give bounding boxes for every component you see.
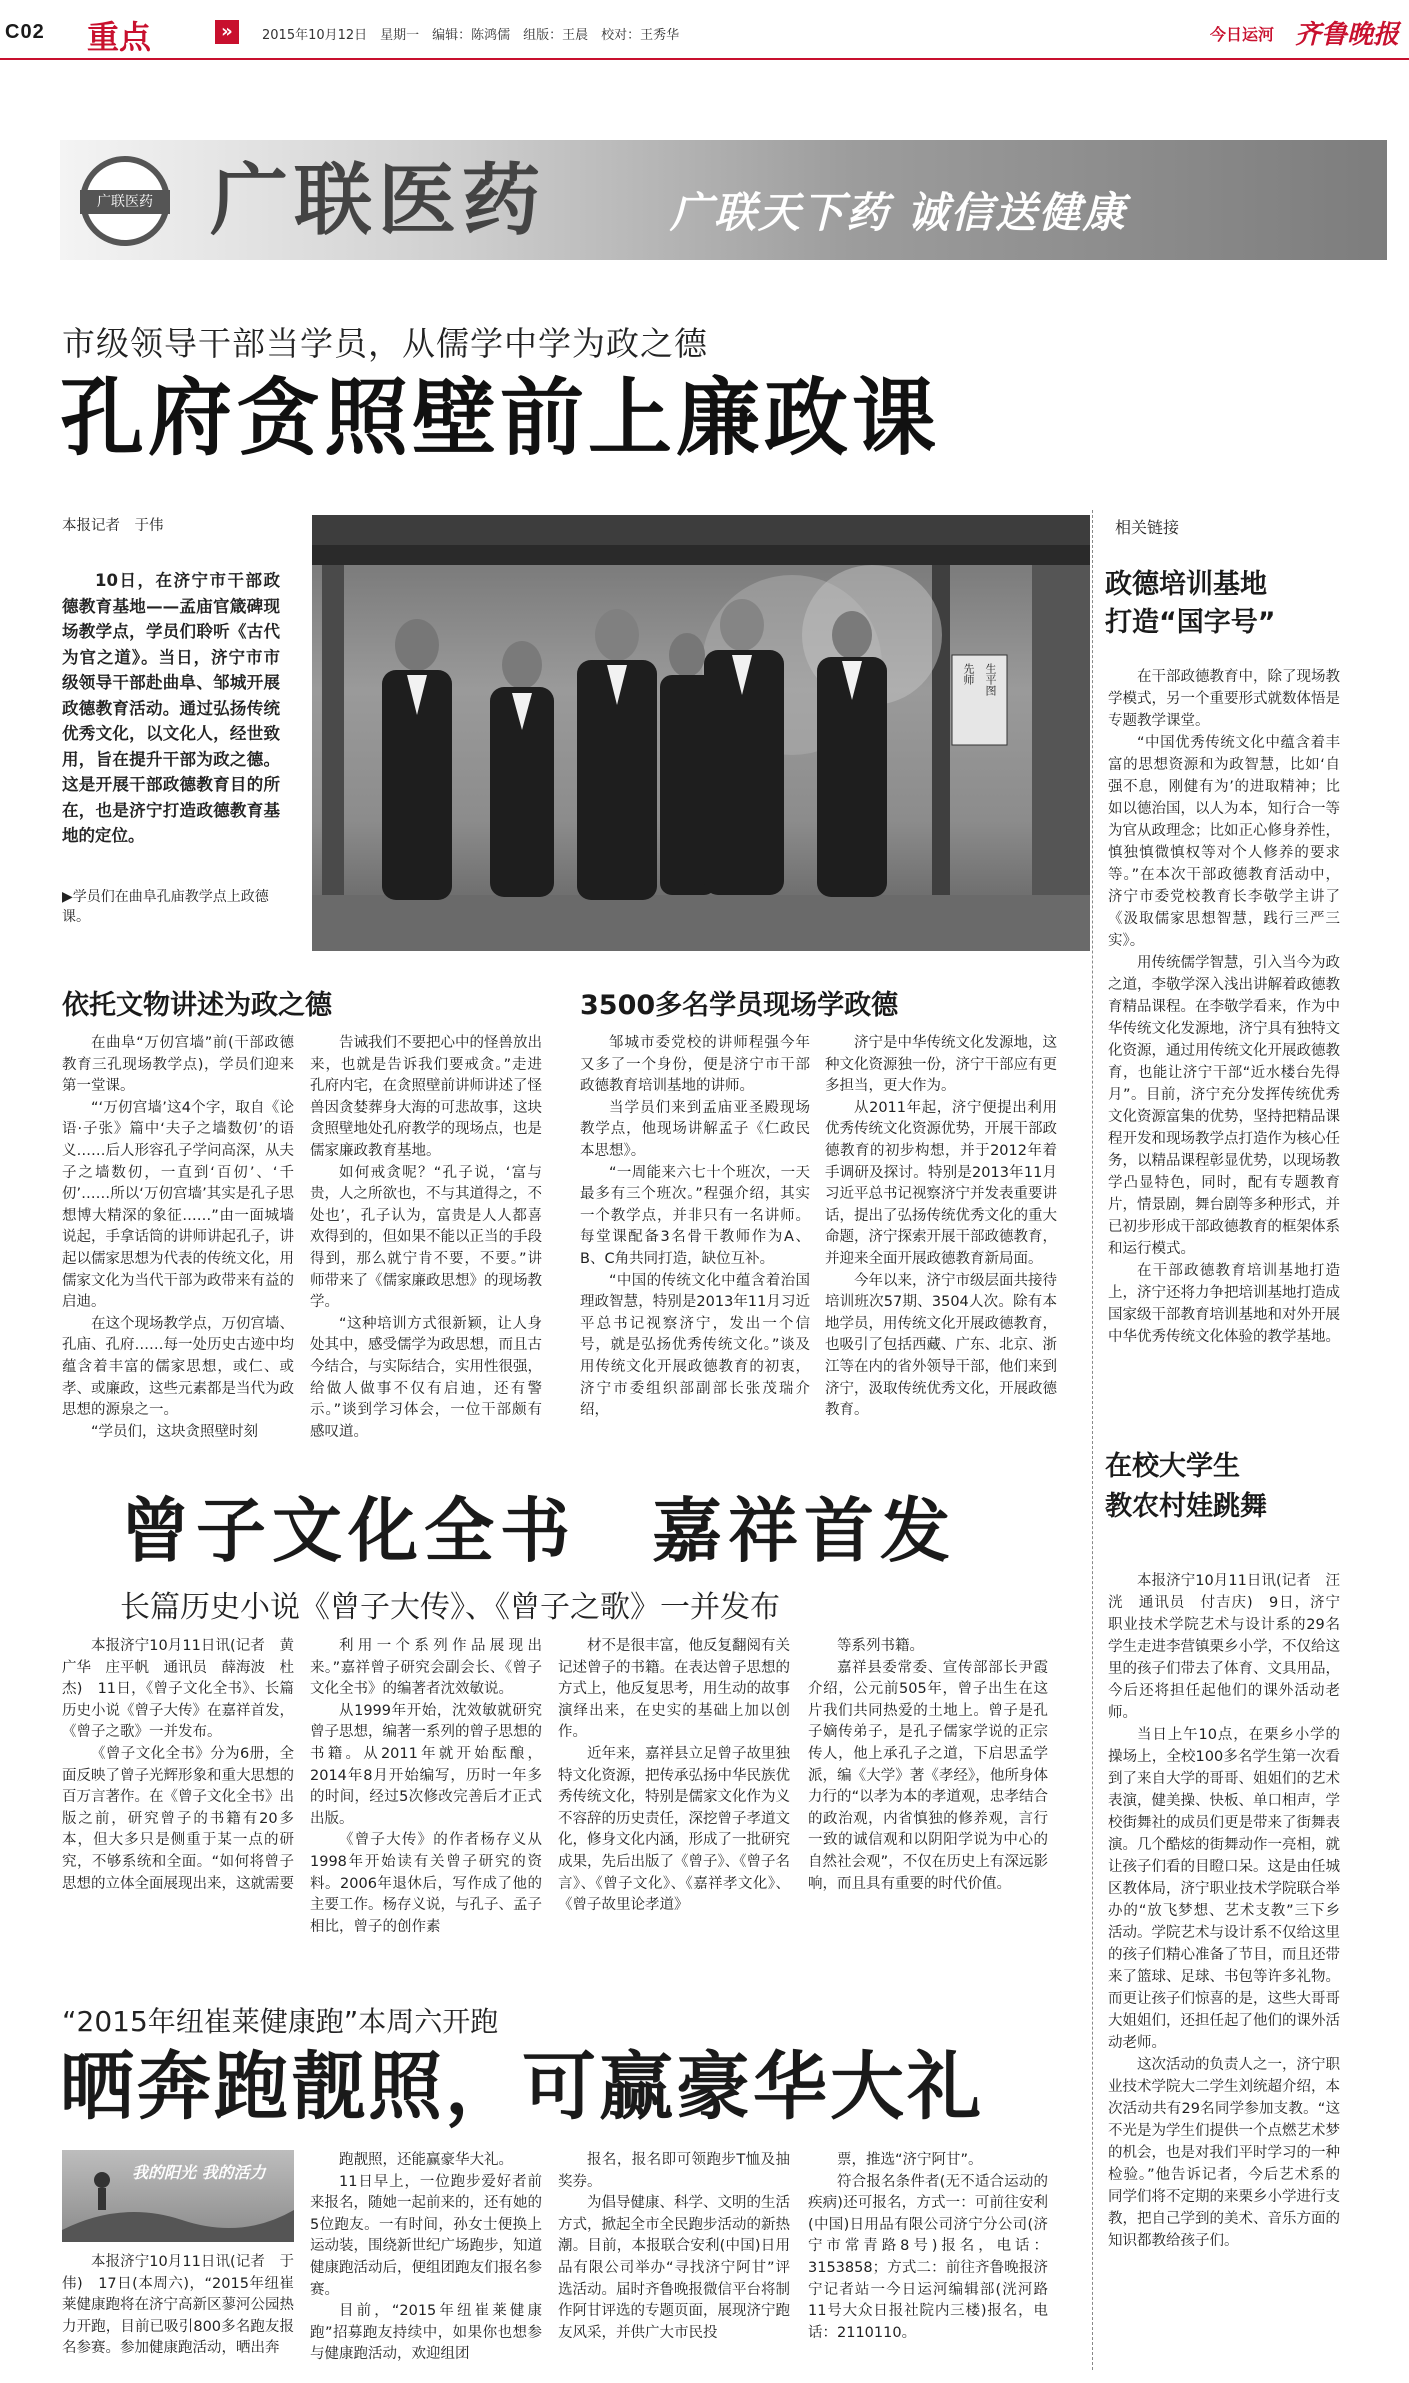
section-title: 重点 (87, 18, 152, 56)
sidebar-headline-1: 政德培训基地 打造“国字号” (1105, 569, 1276, 638)
main-headline: 孔府贪照壁前上廉政课 (60, 369, 941, 467)
photo-caption: ▶学员们在曲阜孔庙教学点上政德课。 (62, 889, 269, 925)
col-d: 济宁是中华传统文化发源地，这种文化资源独一份，济宁干部应有更多担当，更大作为。 从2011年起，济宁便提出利用优秀传统文化资源优势，开展干部政德教育的初步构想，并于2012年着手调研及探讨。特别是2013年11月习近平总书记视察济宁并发表重要讲话，提出了弘扬传统优秀文化的重大命题，济宁探索开展干部政德教育，并迎来全面开展政德教育新局面。 今年以来，济宁市级层面共接待培训班次57期、3504人次。除有本地学员，用传统文化开展政德教育，也吸引了包括西藏、广东、北京、浙江等在内的省外领导干部，他们来到济宁，汲取传统优秀文化，开展政德教育。 (825, 1035, 1057, 1419)
zeng-subhead: 长篇历史小说《曾子大传》、《曾子之歌》一并发布 (120, 1590, 780, 1625)
logo-text: 广联医药 (80, 190, 170, 214)
run-kicker: “2015年纽崔莱健康跑”本周六开跑 (62, 2005, 499, 2038)
paper-logo: 齐鲁晚报 (1295, 20, 1400, 50)
run-col-2: 跑靓照，还能赢豪华大礼。 11日早上，一位跑步爱好者前来报名，随她一起前来的，还有她的5位跑友。一有时间，孙女士便换上运动装，围绕新世纪广场跑步，知道健康跑活动后，便组团跑友们报名参赛。 目前，“2015年纽崔莱健康跑”招募跑友持续中，如果你也想参与健康跑活动，欢迎组团 (310, 2152, 542, 2363)
sidebar-body-2: 本报济宁10月11日讯(记者 汪洸 通讯员 付吉庆) 9日，济宁职业技术学院艺术与设计系的29名学生走进李营镇栗乡小学，不仅给这里的孩子们带去了体育、文具用品，今后还将担任起他们的课外活动老师。 当日上午10点，在栗乡小学的操场上，全校100多名学生第一次看到了来自大学的哥哥、姐姐们的艺术表演，健美操、快板、单口相声，学校街舞社的成员们更是带来了街舞表演。几个酷炫的街舞动作一亮相，就让孩子们看的目瞪口呆。这是由任城区教体局，济宁职业技术学院联合举办的“放飞梦想、艺术支教”三下乡活动。学院艺术与设计系不仅给这里的孩子们精心准备了节目，而且还带来了篮球、足球、书包等许多礼物。而更让孩子们惊喜的是，这些大哥哥大姐姐们，还担任起了他们的课外活动老师。 这次活动的负责人之一，济宁职业技术学院大二学生刘统超介绍，本次活动共有29名同学参加支教。“这不光是为学生们提供一个点燃艺术梦的机会，也是对我们平时学习的一种检验。”他告诉记者，今后艺术系的同学们将不定期的来栗乡小学进行支教，把自己学到的美术、音乐方面的知识都教给孩子们。 (1108, 1573, 1340, 2249)
zeng-col-3: 材不是很丰富，他反复翻阅有关记述曾子的书籍。在表达曾子思想的方式上，他反复思考，用生动的故事演绎出来，在史实的基础上加以创作。 近年来，嘉祥县立足曾子故里独特文化资源，把传承弘扬中华民族优秀传统文化，特别是儒家文化作为义不容辞的历史责任，深挖曾子孝道文化，修身文化内涵，形成了一批研究成果，先后出版了《曾子》、《曾子名言》、《曾子文化》、《嘉祥孝文化》、《曾子故里论孝道》 (558, 1638, 790, 1914)
zeng-col-1: 本报济宁10月11日讯(记者 黄广华 庄平帆 通讯员 薛海波 杜杰) 11日，《曾子文化全书》、长篇历史小说《曾子大传》在嘉祥首发，《曾子之歌》一并发布。 《曾子文化全书》分为6册，全面反映了曾子光辉形象和重大思想的百万言著作。在《曾子文化全书》出版之前，研究曾子的书籍有20多本，但大多只是侧重于某一点的研究，不够系统和全面。“如何将曾子思想的立体全面展现出来，这就需要 (62, 1638, 294, 1892)
lead-text: 10日，在济宁市干部政德教育基地——孟庙官箴碑现场教学点，学员们聆听《古代为官之道》。当日，济宁市市级领导干部赴曲阜、邹城开展政德教育活动。通过弘扬传统优秀文化，以文化人，经世致用，旨在提升干部为政之德。这是开展干部政德教育目的所在，也是济宁打造政德教育基地的定位。 (62, 571, 280, 845)
news-photo (312, 515, 1090, 951)
run-col-1: 本报济宁10月11日讯(记者 于伟) 17日(本周六)，“2015年纽崔莱健康跑将在济宁高新区蓼河公园热力开跑，目前已吸引800多名跑友报名参赛。参加健康跑活动，晒出奔 (62, 2254, 294, 2357)
sidebar-divider (1092, 510, 1093, 2370)
chevron-box: » (215, 20, 239, 44)
zeng-headline: 曾子文化全书 嘉祥首发 (120, 1490, 956, 1572)
run-headline: 晒奔跑靓照，可赢豪华大礼 (60, 2044, 984, 2130)
zeng-col-4: 等系列书籍。 嘉祥县委常委、宣传部部长尹霞介绍，公元前505年，曾子出生在这片我们共同热爱的土地上。曾子是孔子嫡传弟子，是孔子儒家学说的正宗传人，他上承孔子之道，下启思孟学派，编《大学》著《孝经》，他所身体力行的“以孝为本的孝道观，忠孝结合的政治观，内省慎独的修养观，言行一致的诚信观和以阴阳学说为中心的自然社会观”，不仅在历史上有深远影响，而且具有重要的时代价值。 (808, 1638, 1048, 1892)
section-tab (65, 12, 180, 54)
byline: 本报记者 于伟 (62, 518, 164, 534)
run-col-3: 报名，报名即可领跑步T恤及抽奖券。 为倡导健康、科学、文明的生活方式，掀起全市全民跑步活动的新热潮。目前，本报联合安利(中国)日用品有限公司举办“寻找济宁阿甘”评选活动。届时齐鲁晚报微信平台将制作阿甘评选的专题页面，展现济宁跑友风采，并供广大市民投 (558, 2152, 790, 2341)
subhead-1: 依托文物讲述为政之德 (62, 990, 332, 1021)
photo-sign-2: 生平图 (984, 663, 997, 696)
page-number-box (0, 14, 52, 48)
col-b: 告诫我们不要把心中的怪兽放出来，也就是告诉我们要戒贪。”走进孔府内宅，在贪照壁前讲师讲述了怪兽因贪婪葬身大海的可悲故事，这块贪照壁地处孔府教学的现场点，也是儒家廉政教育基地。 如何戒贪呢？“孔子说，‘富与贵，人之所欲也，不与其道得之，不处也’，孔子认为，富贵是人人都喜欢得到的，但如果不能以正当的手段得到，那么就宁肯不要，不要。”讲师带来了《儒家廉政思想》的现场教学。 “这种培训方式很新颖，让人身处其中，感受儒学为政思想，而且古今结合，与实际结合，实用性很强，给做人做事不仅有启迪，还有警示。”谈到学习体会，一位干部颇有感叹道。 (310, 1035, 542, 1440)
page-number: C02 (5, 21, 45, 43)
date-line: 2015年10月12日 星期一 编辑：陈鸿儒 组版：王晨 校对：王秀华 (262, 28, 680, 43)
photo-illustration (312, 515, 1090, 951)
col-c: 邹城市委党校的讲师程强今年又多了一个身份，便是济宁市干部政德教育培训基地的讲师。 当学员们来到孟庙亚圣殿现场教学点，他现场讲解孟子《仁政民本思想》。 “一周能来六七十个班次，一天最多有三个班次。”程强介绍，其实一个教学点，并非只有一名讲师。每堂课配备3名骨干教师作为A、B、C角共同打造，缺位互补。 “中国的传统文化中蕴含着治国理政智慧，特别是2013年11月习近平总书记视察济宁，发出一个信号，就是弘扬优秀传统文化。”谈及用传统文化开展政德教育的初衷，济宁市委组织部副部长张茂瑞介绍， (580, 1035, 810, 1419)
subhead-2: 3500多名学员现场学政德 (580, 990, 899, 1021)
thumb-text: 我的阳光 我的活力 (132, 2163, 266, 2182)
zeng-col-2: 利用一个系列作品展现出来。”嘉祥曾子研究会副会长、《曾子文化全书》的编著者沈效敏说。 从1999年开始，沈效敏就研究曾子思想，编著一系列的曾子思想的书籍。从2011年就开始酝酿，2014年8月开始编写，历时一年多的时间，经过5次修改完善后才正式出版。 《曾子大传》的作者杨存义从1998年开始读有关曾子研究的资料。2006年退休后，写作成了他的主要工作。杨存义说，与孔子、孟子相比，曾子的创作素 (310, 1638, 542, 1935)
banner-title: 广联医药 (210, 156, 547, 244)
ad-banner (60, 140, 1387, 260)
banner-slogan: 广联天下药 诚信送健康 (670, 188, 1127, 237)
company-logo (80, 156, 170, 246)
sidebar-body-1: 在干部政德教育中，除了现场教学模式，另一个重要形式就数体悟是专题教学课堂。 “中国优秀传统文化中蕴含着丰富的思想资源和为政智慧，比如‘自强不息，刚健有为’的进取精神；比如以德治国，以人为本，知行合一等为官从政理念；比如正心修身养性，慎独慎微慎权等对个人修养的要求等。”在本次干部政德教育活动中，济宁市委党校教育长李敬学主讲了《汲取儒家思想智慧，践行三严三实》。 用传统儒学智慧，引入当今为政之道，李敬学深入浅出讲解着政德教育精品课程。在李敬学看来，作为中华传统文化发源地，济宁具有独特文化资源，通过用传统文化开展政德教育，也能让济宁干部“近水楼台先得月”。目前，济宁充分发挥传统优秀文化资源富集的优势，坚持把精品课程开发和现场教学点打造作为核心任务，以精品课程彰显优势，以现场教学凸显特色，同时，配有专题教育片，情景剧，舞台剧等多种形式，并已初步形成干部政德教育的框架体系和运行模式。 在干部政德教育培训基地打造上，济宁还将力争把培训基地打造成国家级干部教育培训基地和对外开展中华优秀传统文化体验的教学基地。 (1108, 669, 1340, 1345)
photo-sign-1: 先师 (962, 663, 975, 685)
run-thumbnail (62, 2150, 294, 2242)
related-label: 相关链接 (1115, 518, 1180, 537)
header-rule (0, 58, 1409, 60)
run-col-4: 票，推选“济宁阿甘”。 符合报名条件者(无不适合运动的疾病)还可报名，方式一：可前往安利(中国)日用品有限公司济宁分公司(济宁市常青路8号)报名，电话：3153858；方式二：前往齐鲁晚报济宁记者站一今日运河编辑部(洸河路11号大众日报社院内三楼)报名，电话：2110110。 (808, 2152, 1048, 2341)
kicker: 市级领导干部当学员，从儒学中学为政之德 (62, 324, 708, 363)
edition-name: 今日运河 (1210, 25, 1275, 44)
sidebar-headline-2: 在校大学生 教农村娃跳舞 (1105, 1451, 1267, 1522)
col-a: 在曲阜“万仞宫墙”前(干部政德教育三孔现场教学点)，学员们迎来第一堂课。 “‘万仞宫墙’这4个字，取自《论语·子张》篇中‘夫子之墙数仞’的语义……后人形容孔子学问高深，从夫子之墙数仞，一直到‘百仞’、‘千仞’……所以‘万仞宫墙’其实是孔子思想博大精深的象征……”由一面城墙说起，手拿话筒的讲师讲起孔子，讲起以儒家思想为代表的传统文化，用儒家文化为当代干部为政带来有益的启迪。 在这个现场教学点，万仞宫墙、孔庙、孔府……每一处历史古迹中均蕴含着丰富的儒家思想，或仁、或孝、或廉政，这些元素都是当代为政思想的源泉之一。 “学员们，这块贪照壁时刻 (62, 1035, 294, 1440)
